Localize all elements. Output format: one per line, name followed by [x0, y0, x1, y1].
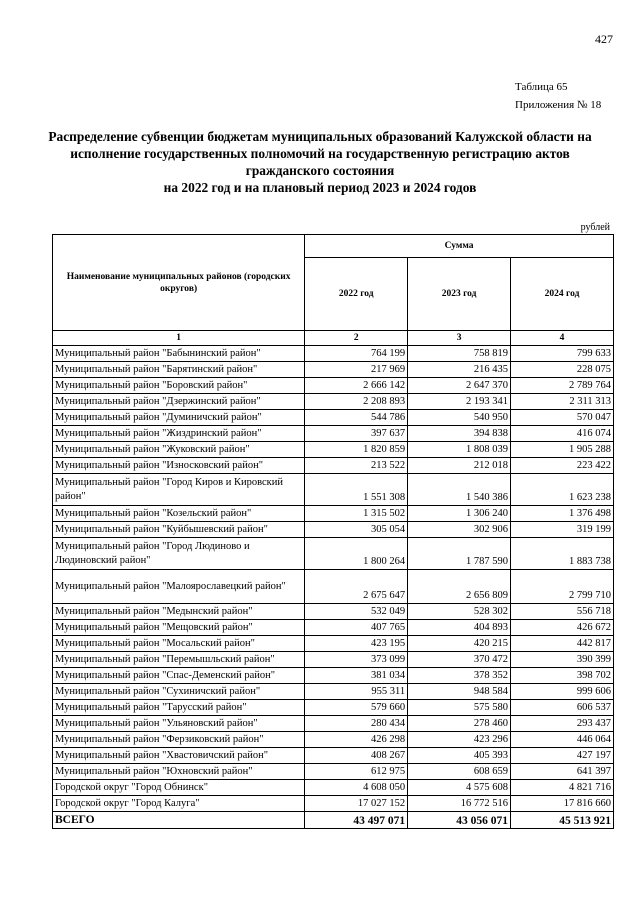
- municipality-name: Муниципальный район "Ульяновский район": [53, 716, 305, 732]
- amount-2023: 394 838: [408, 426, 511, 442]
- amount-2023: 278 460: [408, 716, 511, 732]
- currency-unit: рублей: [580, 222, 610, 233]
- amount-2023: 370 472: [408, 652, 511, 668]
- amount-2022: 397 637: [305, 426, 408, 442]
- amount-2023: 758 819: [408, 346, 511, 362]
- amount-2024: 2 311 313: [511, 394, 614, 410]
- title-line: Распределение субвенции бюджетам муниципальных образований Калужской области на: [48, 129, 592, 144]
- table-row: [53, 394, 614, 410]
- amount-2022: 213 522: [305, 458, 408, 474]
- amount-2024: 799 633: [511, 346, 614, 362]
- total-2024: 45 513 921: [511, 812, 614, 829]
- amount-2023: 1 787 590: [408, 538, 511, 570]
- total-2023: 43 056 071: [408, 812, 511, 829]
- municipality-name: Муниципальный район "Юхновский район": [53, 764, 305, 780]
- amount-2022: 408 267: [305, 748, 408, 764]
- municipality-name: Муниципальный район "Сухиничский район": [53, 684, 305, 700]
- municipality-name: Муниципальный район "Спас-Деменский район": [53, 668, 305, 684]
- municipality-name: Муниципальный район "Перемышльский район": [53, 652, 305, 668]
- amount-2022: 407 765: [305, 620, 408, 636]
- municipality-name: Муниципальный район "Город Людиново и Людиновский район": [53, 538, 305, 570]
- amount-2022: 1 820 859: [305, 442, 408, 458]
- column-number: 3: [408, 331, 511, 346]
- amount-2023: 2 193 341: [408, 394, 511, 410]
- header-municipality: Наименование муниципальных районов (городских округов): [53, 235, 305, 331]
- table-row: [53, 442, 614, 458]
- header-year-2024: 2024 год: [511, 258, 614, 331]
- table-row: [53, 620, 614, 636]
- table-row: [53, 780, 614, 796]
- document-title: [40, 128, 600, 196]
- amount-2023: 575 580: [408, 700, 511, 716]
- amount-2024: 390 399: [511, 652, 614, 668]
- amount-2022: 426 298: [305, 732, 408, 748]
- municipality-name: Городской округ "Город Калуга": [53, 796, 305, 812]
- column-number: 4: [511, 331, 614, 346]
- amount-2024: 228 075: [511, 362, 614, 378]
- amount-2022: 217 969: [305, 362, 408, 378]
- amount-2022: 2 675 647: [305, 570, 408, 604]
- amount-2024: 2 799 710: [511, 570, 614, 604]
- amount-2022: 2 666 142: [305, 378, 408, 394]
- table-row: [53, 732, 614, 748]
- table-row: [53, 458, 614, 474]
- table-row: [53, 378, 614, 394]
- table-row: [53, 604, 614, 620]
- header-sum: Сумма: [305, 235, 614, 258]
- amount-2023: 608 659: [408, 764, 511, 780]
- amount-2024: 570 047: [511, 410, 614, 426]
- municipality-name: Муниципальный район "Мосальский район": [53, 636, 305, 652]
- appendix-number: Приложения № 18: [515, 99, 602, 111]
- amount-2024: 1 376 498: [511, 506, 614, 522]
- municipality-name: Муниципальный район "Малоярославецкий район": [53, 570, 305, 604]
- table-reference: [515, 78, 601, 114]
- municipality-name: Муниципальный район "Тарусский район": [53, 700, 305, 716]
- amount-2023: 405 393: [408, 748, 511, 764]
- municipality-name: Муниципальный район "Козельский район": [53, 506, 305, 522]
- amount-2022: 280 434: [305, 716, 408, 732]
- amount-2022: 1 800 264: [305, 538, 408, 570]
- amount-2023: 420 215: [408, 636, 511, 652]
- municipality-name: Муниципальный район "Бабынинский район": [53, 346, 305, 362]
- amount-2024: 1 905 288: [511, 442, 614, 458]
- amount-2024: 2 789 764: [511, 378, 614, 394]
- amount-2023: 2 656 809: [408, 570, 511, 604]
- amount-2024: 1 623 238: [511, 474, 614, 506]
- amount-2024: 223 422: [511, 458, 614, 474]
- subvention-table: [52, 234, 614, 829]
- table-row: [53, 748, 614, 764]
- amount-2024: 606 537: [511, 700, 614, 716]
- municipality-name: Муниципальный район "Износковский район": [53, 458, 305, 474]
- amount-2023: 302 906: [408, 522, 511, 538]
- amount-2023: 1 808 039: [408, 442, 511, 458]
- amount-2023: 212 018: [408, 458, 511, 474]
- amount-2022: 373 099: [305, 652, 408, 668]
- amount-2023: 1 306 240: [408, 506, 511, 522]
- amount-2024: 999 606: [511, 684, 614, 700]
- header-year-2023: 2023 год: [408, 258, 511, 331]
- municipality-name: Муниципальный район "Куйбышевский район": [53, 522, 305, 538]
- table-row: [53, 362, 614, 378]
- table-number: Таблица 65: [515, 81, 568, 93]
- municipality-name: Муниципальный район "Боровский район": [53, 378, 305, 394]
- amount-2023: 540 950: [408, 410, 511, 426]
- table-row: [53, 636, 614, 652]
- table-row: [53, 426, 614, 442]
- table-row: [53, 410, 614, 426]
- amount-2022: 17 027 152: [305, 796, 408, 812]
- municipality-name: Муниципальный район "Ферзиковский район": [53, 732, 305, 748]
- municipality-name: Муниципальный район "Медынский район": [53, 604, 305, 620]
- amount-2023: 404 893: [408, 620, 511, 636]
- amount-2024: 17 816 660: [511, 796, 614, 812]
- amount-2024: 442 817: [511, 636, 614, 652]
- amount-2022: 381 034: [305, 668, 408, 684]
- header-year-2022: 2022 год: [305, 258, 408, 331]
- amount-2024: 556 718: [511, 604, 614, 620]
- amount-2023: 423 296: [408, 732, 511, 748]
- amount-2023: 216 435: [408, 362, 511, 378]
- amount-2024: 1 883 738: [511, 538, 614, 570]
- amount-2022: 544 786: [305, 410, 408, 426]
- amount-2024: 319 199: [511, 522, 614, 538]
- table-row: [53, 474, 614, 506]
- table-row: [53, 716, 614, 732]
- title-line: исполнение государственных полномочий на государственную регистрацию актов: [70, 146, 570, 161]
- total-label: ВСЕГО: [53, 812, 305, 829]
- amount-2024: 416 074: [511, 426, 614, 442]
- table-row: [53, 668, 614, 684]
- amount-2023: 4 575 608: [408, 780, 511, 796]
- municipality-name: Муниципальный район "Дзержинский район": [53, 394, 305, 410]
- table-row: [53, 796, 614, 812]
- column-number: 1: [53, 331, 305, 346]
- municipality-name: Муниципальный район "Думиничский район": [53, 410, 305, 426]
- amount-2023: 948 584: [408, 684, 511, 700]
- table-row: [53, 346, 614, 362]
- amount-2022: 612 975: [305, 764, 408, 780]
- table-row: [53, 764, 614, 780]
- amount-2024: 426 672: [511, 620, 614, 636]
- amount-2022: 4 608 050: [305, 780, 408, 796]
- amount-2024: 398 702: [511, 668, 614, 684]
- amount-2022: 305 054: [305, 522, 408, 538]
- amount-2023: 16 772 516: [408, 796, 511, 812]
- table-row: [53, 522, 614, 538]
- title-line: гражданского состояния: [245, 163, 395, 178]
- table-row: [53, 506, 614, 522]
- title-line: на 2022 год и на плановый период 2023 и 2024 годов: [163, 180, 477, 195]
- column-number: 2: [305, 331, 408, 346]
- table-row: [53, 538, 614, 570]
- municipality-name: Муниципальный район "Хвастовичский район": [53, 748, 305, 764]
- table-row: [53, 684, 614, 700]
- amount-2022: 579 660: [305, 700, 408, 716]
- amount-2022: 1 551 308: [305, 474, 408, 506]
- municipality-name: Муниципальный район "Город Киров и Кировский район": [53, 474, 305, 506]
- municipality-name: Муниципальный район "Жуковский район": [53, 442, 305, 458]
- municipality-name: Муниципальный район "Барятинский район": [53, 362, 305, 378]
- amount-2024: 641 397: [511, 764, 614, 780]
- amount-2023: 1 540 386: [408, 474, 511, 506]
- total-2022: 43 497 071: [305, 812, 408, 829]
- amount-2022: 423 195: [305, 636, 408, 652]
- page-number: 427: [595, 32, 613, 46]
- municipality-name: Муниципальный район "Мещовский район": [53, 620, 305, 636]
- table-row: [53, 700, 614, 716]
- amount-2022: 2 208 893: [305, 394, 408, 410]
- amount-2024: 293 437: [511, 716, 614, 732]
- table-row: [53, 570, 614, 604]
- amount-2023: 378 352: [408, 668, 511, 684]
- amount-2022: 955 311: [305, 684, 408, 700]
- total-row: [53, 812, 614, 829]
- amount-2024: 4 821 716: [511, 780, 614, 796]
- municipality-name: Городской округ "Город Обнинск": [53, 780, 305, 796]
- amount-2022: 1 315 502: [305, 506, 408, 522]
- amount-2024: 446 064: [511, 732, 614, 748]
- amount-2023: 2 647 370: [408, 378, 511, 394]
- amount-2024: 427 197: [511, 748, 614, 764]
- amount-2022: 764 199: [305, 346, 408, 362]
- municipality-name: Муниципальный район "Жиздринский район": [53, 426, 305, 442]
- amount-2023: 528 302: [408, 604, 511, 620]
- table-row: [53, 652, 614, 668]
- amount-2022: 532 049: [305, 604, 408, 620]
